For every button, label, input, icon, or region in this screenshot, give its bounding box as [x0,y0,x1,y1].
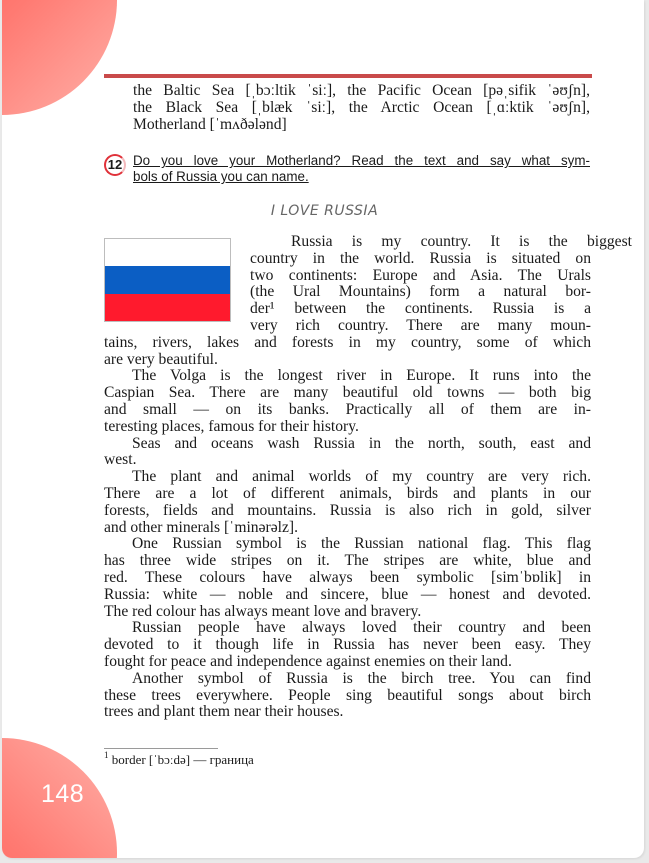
text-line: two continents: Europe and Asia. The Urals [250,266,591,284]
corner-decoration-top [2,0,117,115]
instruction-line: Do you love your Motherland? Read the text and say what sym- [133,153,590,168]
text-line: The red colour has always meant love and bravery. [104,602,422,620]
text-line: Russia: white — noble and sincere, blue — honest and devoted. [104,585,591,603]
text-line: devoted to it though life in Russia has never been easy. They [104,636,591,654]
text-line: country in the world. Russia is situated on [250,249,591,267]
text-line: The plant and animal worlds of my country are very rich. [132,468,591,486]
text-line: west. [104,451,137,469]
footnote-text: border [ˈbɔːdə] — граница [111,752,254,767]
text-line: Russian people have always loved their country and been [132,619,591,637]
text-line: Another symbol of Russia is the birch tree. You can find [132,669,591,687]
text-line: very rich country. There are many moun- [250,316,591,334]
header-rule [104,74,592,78]
text-line: The Volga is the longest river in Europe. It runs into the [132,367,591,385]
text-line: Caspian Sea. There are many beautiful old towns — both big [104,384,591,402]
page-number: 148 [41,780,85,808]
text-line: are very beautiful. [104,350,218,368]
reading-title: I LOVE RUSSIA [270,203,379,219]
footnote-rule [104,748,218,749]
vocabulary-block [133,83,590,133]
reading-text [104,233,632,721]
text-line: Russia is my country. It is the biggest [291,233,632,250]
text-line: There are a lot of different animals, birds and plants in our [104,484,591,502]
exercise-task [104,153,590,185]
text-line: One Russian symbol is the Russian national flag. This flag [132,535,591,553]
text-line: trees and plant them near their houses. [104,703,344,721]
footnote-marker: 1 [104,750,109,760]
footnote [104,752,254,768]
text-line: teresting places, famous for their history. [104,417,359,435]
text-line: (the Ural Mountains) form a natural bor- [250,283,591,301]
text-line: and small — on its banks. Practically all of them are in- [104,400,591,418]
exercise-instructions [133,153,590,185]
text-line: red. These colours have always been symbolic [simˈbɒlik] in [104,568,591,586]
text-line: these trees everywhere. People sing beautiful songs about birch [104,686,591,704]
text-line: der¹ between the continents. Russia is a [250,300,591,318]
exercise-number-badge: 12 [104,154,126,176]
text-line: and other minerals [ˈminərəlz]. [104,518,298,536]
vocabulary-line: Motherland [ˈmʌðələnd] [133,115,287,133]
text-line: tains, rivers, lakes and forests in my country, some of which [104,333,591,351]
text-line: Seas and oceans wash Russia in the north, south, east and [132,434,591,452]
vocabulary-line: the Black Sea [ˌblæk ˈsiː], the Arctic Ocean [ˌɑːktik ˈəʊʃn], [133,98,590,116]
vocabulary-line: the Baltic Sea [ˌbɔːltik ˈsiː], the Pacific Ocean [pəˌsifik ˈəʊʃn], [133,82,590,99]
text-line: has three wide stripes on it. The stripes are white, blue and [104,552,591,570]
text-line: forests, fields and mountains. Russia is also rich in gold, silver [104,501,591,519]
text-line: fought for peace and independence against enemies on their land. [104,652,512,670]
instruction-line: bols of Russia you can name. [133,169,309,184]
